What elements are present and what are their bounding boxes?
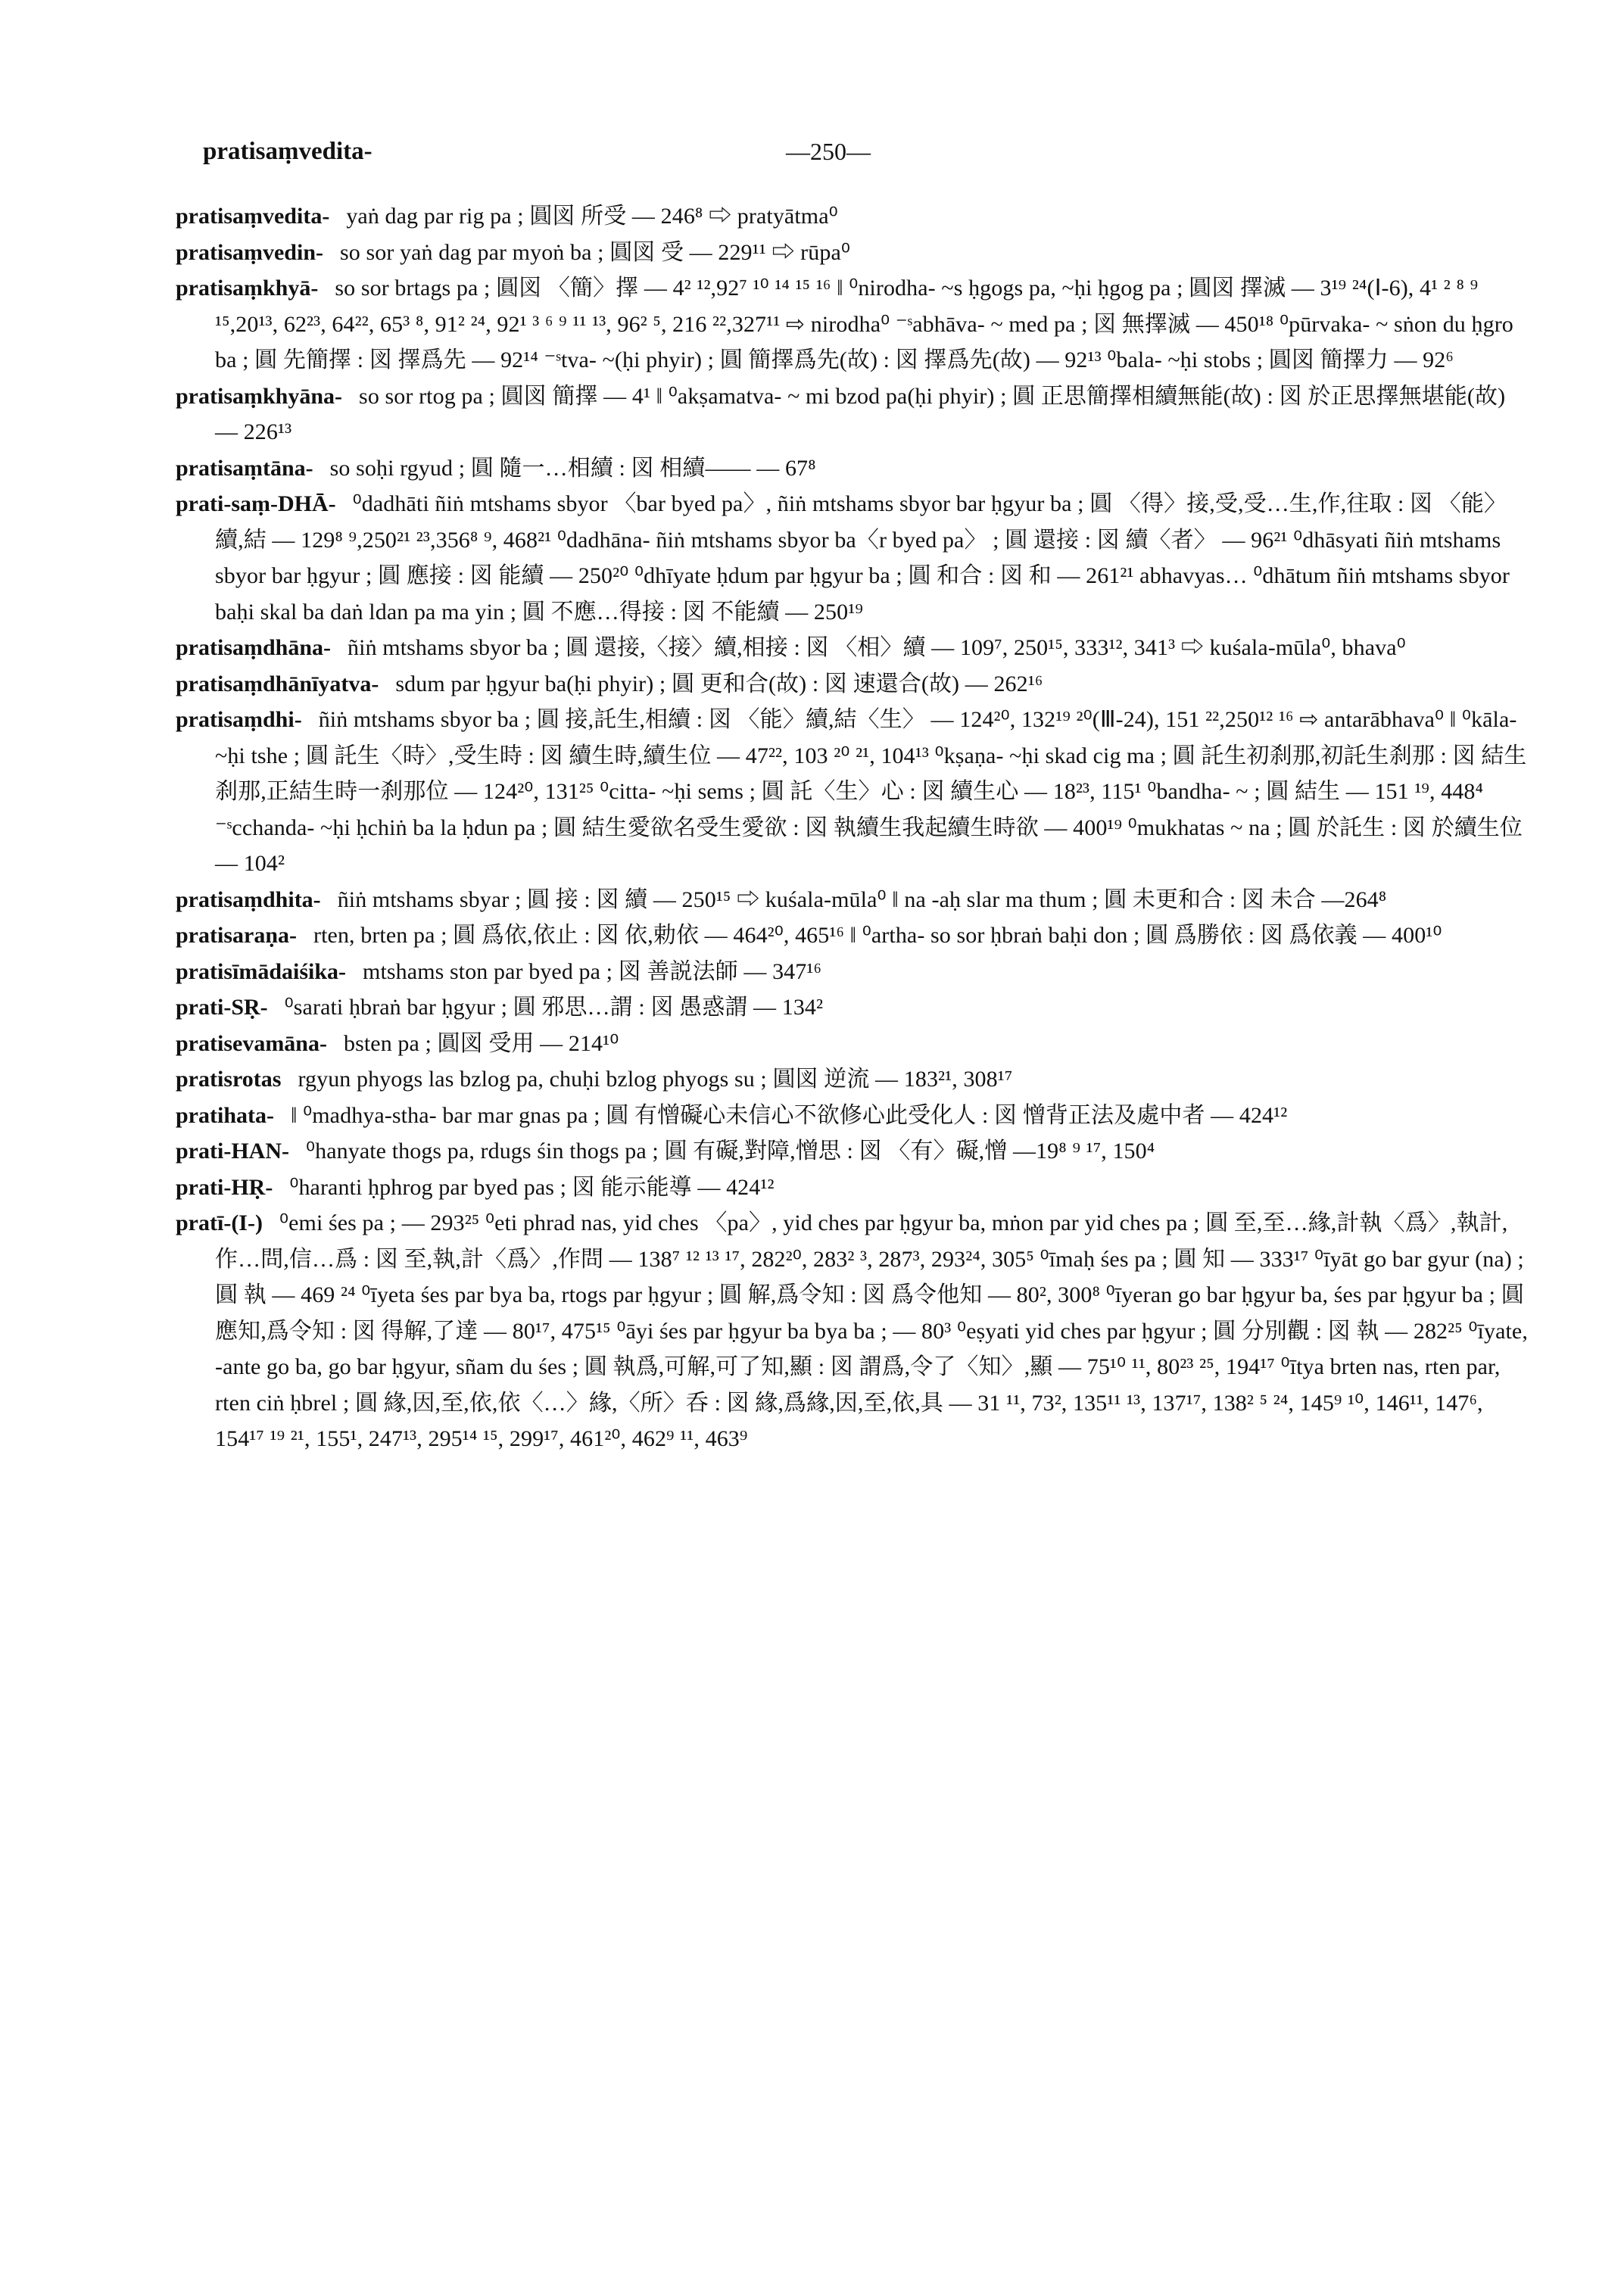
entry-body: rten, brten pa ; 圓 爲依,依止 : 図 依,勅依 — 464²⁰, 465¹⁶ ‖ ⁰artha- so sor ḥbraṅ baḥi don ; 圓 爲勝依 : 図 爲依義 — 400¹⁰	[313, 923, 1442, 948]
dictionary-entry	[176, 918, 1531, 954]
entry-body: ñiṅ mtshams sbyor ba ; 圓 接,託生,相續 : 図 〈能〉續,結〈生〉 — 124²⁰, 132¹⁹ ²⁰(Ⅲ-24), 151 ²²,250¹² ¹⁶ ⇨ antarābhava⁰ ‖ ⁰kāla- ~ḥi tshe ; 圓 託生〈時〉,受生時 : 図 續生時,續生位 — 47²², 103 ²⁰ ²¹, 104¹³ ⁰kṣaṇa- ~ḥi skad cig ma ; 圓 託生初刹那,初託生刹那 : 図 結生刹那,正結生時一刹那位 — 124²⁰, 131²⁵ ⁰citta- ~ḥi sems ; 圓 託〈生〉心 : 図 續生心 — 18²³, 115¹ ⁰bandha- ~ ; 圓 結生 — 151 ¹⁹, 448⁴ ⁻ˢcchanda- ~ḥi ḥchiṅ ba la ḥdun pa ; 圓 結生愛欲名受生愛欲 : 図 執續生我起續生時欲 — 400¹⁹ ⁰mukhatas ~ na ; 圓 於託生 : 図 於續生位 — 104²	[215, 707, 1527, 876]
dictionary-entry	[176, 379, 1531, 450]
dictionary-entry	[176, 1133, 1531, 1170]
dictionary-entry	[176, 1170, 1531, 1206]
running-head: pratisaṃvedita-	[203, 138, 372, 165]
entry-headword: pratisaṃvedin-	[176, 239, 323, 265]
dictionary-entry	[176, 630, 1531, 666]
dictionary-entry	[176, 198, 1531, 235]
entry-headword: pratisaṃdhāna-	[176, 635, 332, 660]
entry-headword: pratisaṃtāna-	[176, 455, 313, 481]
entry-body: ñiṅ mtshams sbyar ; 圓 接 : 図 續 — 250¹⁵ ⇨ kuśala-mūla⁰ ‖ na -aḥ slar ma thum ; 圓 未更和合 : 図 未合 —264⁸	[337, 886, 1387, 912]
entry-headword: prati-saṃ-DHĀ-	[176, 491, 336, 516]
entry-body: ‖ ⁰madhya-stha- bar mar gnas pa ; 圓 有憎礙心未信心不欲修心此受化人 : 図 憎背正法及處中者 — 424¹²	[291, 1102, 1288, 1128]
entry-headword: pratihata-	[176, 1102, 274, 1128]
dictionary-entry	[176, 235, 1531, 271]
entry-body: ⁰hanyate thogs pa, rdugs śin thogs pa ; 圓 有礙,對障,憎思 : 図 〈有〉礙,憎 —19⁸ ⁹ ¹⁷, 150⁴	[305, 1139, 1155, 1164]
entry-headword: pratisaṃkhyā-	[176, 276, 319, 301]
entry-body: bsten pa ; 圓図 受用 — 214¹⁰	[343, 1030, 619, 1056]
entry-body: yaṅ dag par rig pa ; 圓図 所受 — 246⁸ ⇨ pratyātma⁰	[346, 204, 838, 229]
entry-headword: pratisaraṇa-	[176, 923, 297, 948]
entry-headword: pratisrotas	[176, 1067, 282, 1092]
entry-body: ⁰emi śes pa ; — 293²⁵ ⁰eti phrad nas, yid ches 〈pa〉, yid ches par ḥgyur ba, mṅon par yid ches pa ; 圓 至,至…緣,計執〈爲〉,執計,作…問,信…爲 : 図 至,執,計〈爲〉,作問 — 138⁷ ¹² ¹³ ¹⁷, 282²⁰, 283² ³, 287³, 293²⁴, 305⁵ ⁰īmaḥ śes pa ; 圓 知 — 333¹⁷ ⁰īyāt go bar gyur (na) ; 圓 執 — 469 ²⁴ ⁰īyeta śes par bya ba, rtogs par ḥgyur ; 圓 解,爲令知 : 図 爲令他知 — 80², 300⁸ ⁰īyeran go bar ḥgyur ba, śes par ḥgyur ba ; 圓 應知,爲令知 : 図 得解,了達 — 80¹⁷, 475¹⁵ ⁰āyi śes par ḥgyur ba bya ba ; — 80³ ⁰eṣyati yid ches par ḥgyur ; 圓 分別觀 : 図 執 — 282²⁵ ⁰īyate, -ante go ba, go bar ḥgyur, sñam du śes ; 圓 執爲,可解,可了知,顯 : 図 謂爲,令了〈知〉,顯 — 75¹⁰ ¹¹, 80²³ ²⁵, 194¹⁷ ⁰ītya brten nas, rten par, rten ciṅ ḥbrel ; 圓 緣,因,至,依,依〈…〉緣,〈所〉呑 : 図 緣,爲緣,因,至,依,具 — 31 ¹¹, 73², 135¹¹ ¹³, 137¹⁷, 138² ⁵ ²⁴, 145⁹ ¹⁰, 146¹¹, 147⁶, 154¹⁷ ¹⁹ ²¹, 155¹, 247¹³, 295¹⁴ ¹⁵, 299¹⁷, 461²⁰, 462⁹ ¹¹, 463⁹	[215, 1210, 1528, 1451]
entry-body: so sor rtog pa ; 圓図 簡擇 — 4¹ ‖ ⁰akṣamatva- ~ mi bzod pa(ḥi phyir) ; 圓 正思簡擇相續無能(故) : 図 於正思擇無堪能(故) — 226¹³	[215, 383, 1506, 444]
dictionary-entry	[176, 1061, 1531, 1098]
entry-headword: prati-SṚ-	[176, 995, 268, 1020]
entry-headword: pratisaṃkhyāna-	[176, 383, 343, 409]
entry-headword: pratisaṃdhi-	[176, 707, 302, 732]
dictionary-entry	[176, 666, 1531, 703]
dictionary-entry	[176, 1098, 1531, 1134]
entry-body: rgyun phyogs las bzlog pa, chuḥi bzlog phyogs su ; 圓図 逆流 — 183²¹, 308¹⁷	[298, 1067, 1013, 1092]
entry-headword: pratī-(I-)	[176, 1210, 263, 1235]
entry-headword: pratisaṃvedita-	[176, 204, 330, 229]
page-number: —250—	[786, 138, 871, 165]
entry-body: so sor yaṅ dag par myoṅ ba ; 圓図 受 — 229¹¹ ⇨ rūpa⁰	[340, 239, 850, 265]
entry-body: mtshams ston par byed pa ; 図 善説法師 — 347¹⁶	[363, 958, 822, 984]
dictionary-entry	[176, 702, 1531, 882]
entry-headword: pratisevamāna-	[176, 1030, 327, 1056]
entry-body: sdum par ḥgyur ba(ḥi phyir) ; 圓 更和合(故) : 図 速還合(故) — 262¹⁶	[395, 671, 1043, 696]
entry-body: ñiṅ mtshams sbyor ba ; 圓 還接,〈接〉續,相接 : 図 〈相〉續 — 109⁷, 250¹⁵, 333¹², 341³ ⇨ kuśala-mūla⁰, bhava⁰	[348, 635, 1406, 660]
page-header	[203, 138, 1520, 176]
entry-body: ⁰haranti ḥphrog par byed pas ; 図 能示能導 — 424¹²	[289, 1174, 775, 1200]
entry-headword: pratisaṃdhita-	[176, 886, 321, 912]
dictionary-entry	[176, 1205, 1531, 1457]
dictionary-entry	[176, 882, 1531, 918]
entry-body: so sor brtags pa ; 圓図 〈簡〉擇 — 4² ¹²,92⁷ ¹⁰ ¹⁴ ¹⁵ ¹⁶ ‖ ⁰nirodha- ~s ḥgogs pa, ~ḥi ḥgog pa ; 圓図 擇滅 — 3¹⁹ ²⁴(Ⅰ-6), 4¹ ² ⁸ ⁹ ¹⁵,20¹³, 62²³, 64²², 65³ ⁸, 91² ²⁴, 92¹ ³ ⁶ ⁹ ¹¹ ¹³, 96² ⁵, 216 ²²,327¹¹ ⇨ nirodha⁰ ⁻ˢabhāva- ~ med pa ; 図 無擇滅 — 450¹⁸ ⁰pūrvaka- ~ sṅon du ḥgro ba ; 圓 先簡擇 : 図 擇爲先 — 92¹⁴ ⁻ˢtva- ~(ḥi phyir) ; 圓 簡擇爲先(故) : 図 擇爲先(故) — 92¹³ ⁰bala- ~ḥi stobs ; 圓図 簡擇力 — 92⁶	[215, 276, 1513, 372]
entry-headword: prati-HAN-	[176, 1139, 289, 1164]
dictionary-entry	[176, 270, 1531, 379]
dictionary-entries	[176, 198, 1531, 1457]
dictionary-entry	[176, 954, 1531, 990]
dictionary-entry	[176, 1026, 1531, 1062]
dictionary-entry	[176, 486, 1531, 630]
entry-body: ⁰dadhāti ñiṅ mtshams sbyor 〈bar byed pa〉, ñiṅ mtshams sbyor bar ḥgyur ba ; 圓 〈得〉接,受,受…生,作,往取 : 図 〈能〉續,結 — 129⁸ ⁹,250²¹ ²³,356⁸ ⁹, 468²¹ ⁰dadhāna- ñiṅ mtshams sbyor ba〈r byed pa〉 ; 圓 還接 : 図 續〈者〉 — 96²¹ ⁰dhāsyati ñiṅ mtshams sbyor bar ḥgyur ; 圓 應接 : 図 能續 — 250²⁰ ⁰dhīyate ḥdum par ḥgyur ba ; 圓 和合 : 図 和 — 261²¹ abhavyas… ⁰dhātum ñiṅ mtshams sbyor baḥi skal ba daṅ ldan pa ma yin ; 圓 不應…得接 : 図 不能續 — 250¹⁹	[215, 491, 1510, 625]
entry-body: ⁰sarati ḥbraṅ bar ḥgyur ; 圓 邪思…謂 : 図 愚惑謂 — 134²	[284, 995, 824, 1020]
entry-headword: pratisīmādaiśika-	[176, 958, 347, 984]
dictionary-entry	[176, 450, 1531, 487]
entry-headword: pratisaṃdhānīyatva-	[176, 671, 379, 696]
dictionary-entry	[176, 989, 1531, 1026]
entry-headword: prati-HṚ-	[176, 1174, 273, 1200]
entry-body: so soḥi rgyud ; 圓 隨一…相續 : 図 相續—— — 67⁸	[329, 455, 816, 481]
